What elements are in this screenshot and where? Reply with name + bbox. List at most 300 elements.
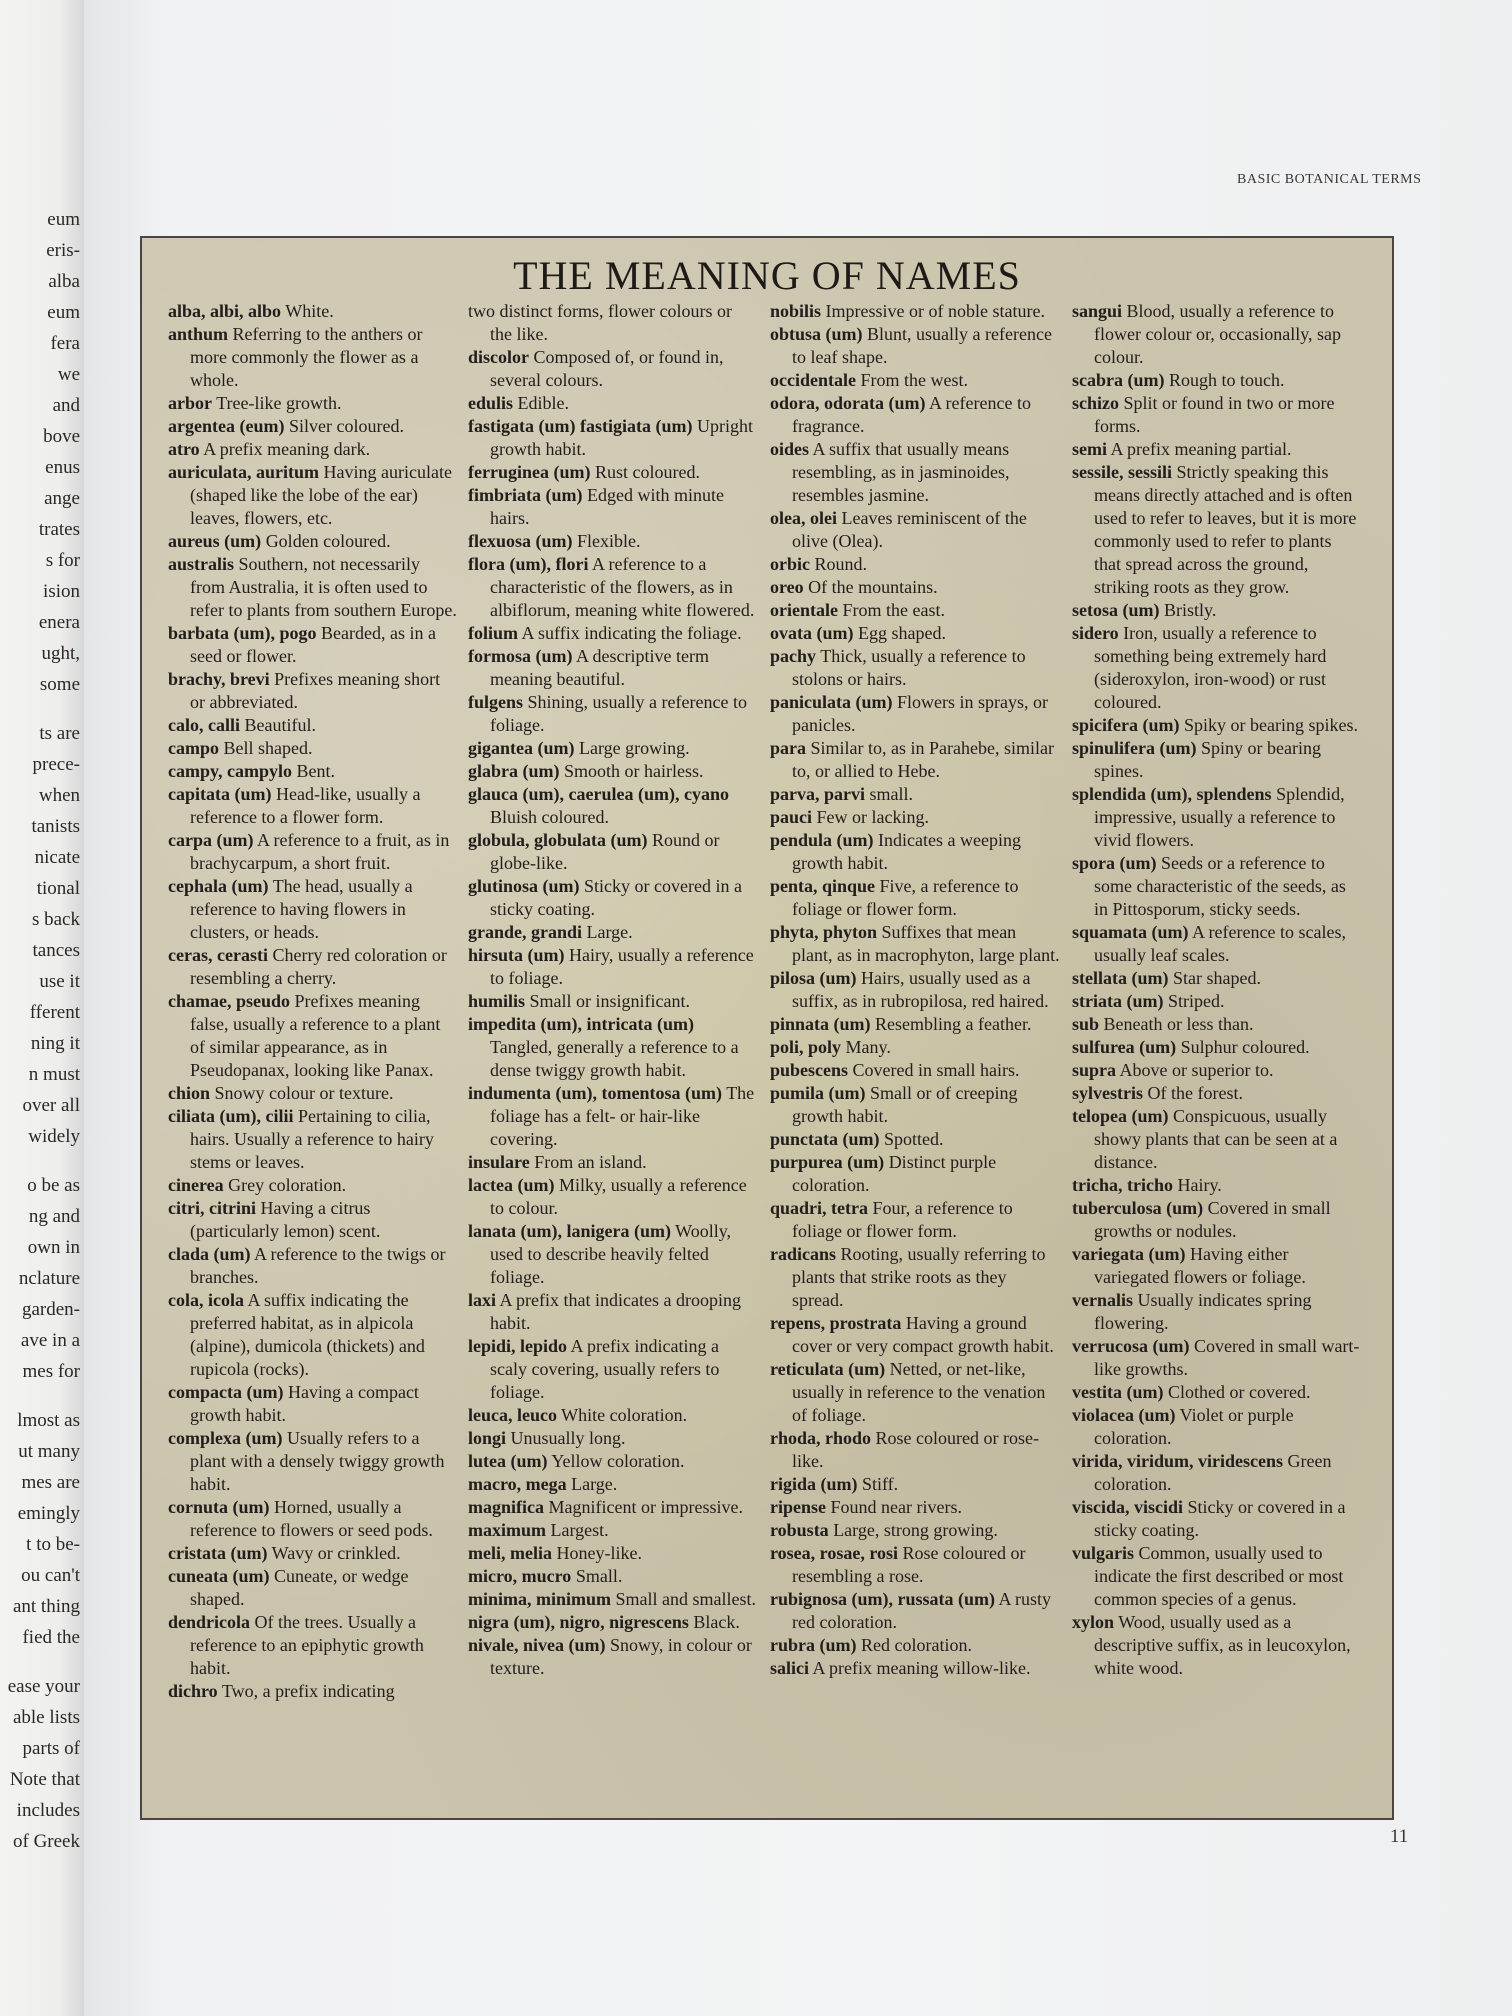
glossary-entry: [168, 714, 458, 737]
glossary-entry: [770, 1519, 1060, 1542]
glossary-entry: [1072, 1450, 1362, 1496]
facing-page-fragment: includes: [16, 1801, 80, 1820]
glossary-entry: [168, 1381, 458, 1427]
glossary-entry: [168, 530, 458, 553]
glossary-definition: Largest.: [550, 1520, 609, 1540]
glossary-definition: Smooth or hairless.: [564, 761, 704, 781]
glossary-term: rhoda, rhodo: [770, 1428, 872, 1448]
glossary-term: striata (um): [1072, 991, 1164, 1011]
glossary-definition: A suffix indicating the preferred habitat, as in alpicola (alpine), dumicola (thickets) and rupicola (rocks).: [190, 1290, 425, 1379]
glossary-entry: [168, 1174, 458, 1197]
glossary-term: ripense: [770, 1497, 826, 1517]
facing-page-fragment: ange: [44, 489, 80, 508]
glossary-entry: [168, 1680, 458, 1703]
glossary-term: poli, poly: [770, 1037, 842, 1057]
glossary-term: pachy: [770, 646, 817, 666]
glossary-definition: Few or lacking.: [816, 807, 929, 827]
glossary-entry: [168, 1082, 458, 1105]
facing-page-fragment: Note that: [9, 1770, 80, 1789]
glossary-definition: Grey coloration.: [228, 1175, 347, 1195]
glossary-term: chion: [168, 1083, 211, 1103]
facing-page-fragment: n must: [28, 1065, 80, 1084]
glossary-definition: A suffix that usually means resembling, as in jasminoides, resembles jasmine.: [792, 439, 1010, 505]
glossary-term: flexuosa (um): [468, 531, 573, 551]
glossary-entry: [770, 1588, 1060, 1634]
glossary-definition: A rusty red coloration.: [792, 1589, 1052, 1632]
glossary-definition: From an island.: [534, 1152, 647, 1172]
glossary-term: sangui: [1072, 301, 1123, 321]
glossary-term: dichro: [168, 1681, 218, 1701]
glossary-term: nobilis: [770, 301, 822, 321]
glossary-entry: [168, 783, 458, 829]
facing-page-fragment: tional: [36, 879, 80, 898]
glossary-entry: [468, 944, 758, 990]
glossary-entry: [168, 300, 458, 323]
glossary-entry: [468, 783, 758, 829]
glossary-term: cinerea: [168, 1175, 224, 1195]
glossary-definition: Having either variegated flowers or foliage.: [1094, 1244, 1306, 1287]
glossary-term: leuca, leuco: [468, 1405, 557, 1425]
facing-page-fragment: eum: [47, 303, 80, 322]
glossary-entry: [468, 875, 758, 921]
facing-page-fragment: ave in a: [20, 1331, 80, 1350]
facing-page-fragment: t to be-: [26, 1535, 80, 1554]
glossary-entry: [1072, 622, 1362, 714]
glossary-term: alba, albi, albo: [168, 301, 282, 321]
glossary-definition: Small or of creeping growth habit.: [792, 1083, 1018, 1126]
glossary-term: telopea (um): [1072, 1106, 1169, 1126]
glossary-term: folium: [468, 623, 519, 643]
glossary-entry: [1072, 1082, 1362, 1105]
glossary-definition: White coloration.: [561, 1405, 688, 1425]
glossary-term: oides: [770, 439, 810, 459]
glossary-term: violacea (um): [1072, 1405, 1176, 1425]
glossary-definition: Usually refers to a plant with a densely twiggy growth habit.: [190, 1428, 445, 1494]
glossary-definition: Large, strong growing.: [833, 1520, 998, 1540]
glossary-definition: Bell shaped.: [223, 738, 313, 758]
glossary-term: odora, odorata (um): [770, 393, 926, 413]
glossary-term: spora (um): [1072, 853, 1157, 873]
glossary-entry: [770, 967, 1060, 1013]
glossary-term: variegata (um): [1072, 1244, 1186, 1264]
glossary-definition: Rose coloured or rose-like.: [792, 1428, 1039, 1471]
facing-page-fragment: ught,: [41, 644, 80, 663]
glossary-definition: Silver coloured.: [288, 416, 404, 436]
glossary-entry: [468, 530, 758, 553]
glossary-entry: [770, 1151, 1060, 1197]
glossary-entry: [770, 1197, 1060, 1243]
glossary-definition: Beneath or less than.: [1103, 1014, 1254, 1034]
glossary-term: nigra (um), nigro, nigrescens: [468, 1612, 689, 1632]
glossary-entry: [468, 921, 758, 944]
glossary-definition: Large.: [571, 1474, 618, 1494]
glossary-entry: [468, 346, 758, 392]
glossary-definition: Two, a prefix indicating: [221, 1681, 395, 1701]
glossary-term: pubescens: [770, 1060, 849, 1080]
page-number: 11: [1390, 1826, 1409, 1847]
glossary-definition: Thick, usually a reference to stolons or hairs.: [792, 646, 1026, 689]
glossary-entry: [1072, 369, 1362, 392]
facing-page-fragment: lmost as: [17, 1411, 80, 1430]
glossary-term: formosa (um): [468, 646, 573, 666]
glossary-entry: [770, 1082, 1060, 1128]
glossary-definition: Prefixes meaning false, usually a reference to a plant of similar appearance, as in Pseudopanax, looking like Panax.: [190, 991, 441, 1080]
glossary-definition: Small or insignificant.: [529, 991, 691, 1011]
glossary-definition: Impressive or of noble stature.: [825, 301, 1045, 321]
facing-page-fragment: nclature: [18, 1269, 80, 1288]
glossary-term: complexa (um): [168, 1428, 283, 1448]
glossary-term: lutea (um): [468, 1451, 548, 1471]
glossary-definition: A prefix that indicates a drooping habit.: [490, 1290, 741, 1333]
glossary-entry: [1072, 392, 1362, 438]
glossary-term: lactea (um): [468, 1175, 555, 1195]
facing-page-fragment: enera: [38, 613, 80, 632]
facing-page-fragment: fera: [50, 334, 80, 353]
glossary-entry: [1072, 1381, 1362, 1404]
glossary-term: stellata (um): [1072, 968, 1169, 988]
glossary-term: setosa (um): [1072, 600, 1160, 620]
glossary-definition: The foliage has a felt- or hair-like covering.: [490, 1083, 755, 1149]
facing-page-fragment: use it: [39, 972, 80, 991]
glossary-entry: [770, 737, 1060, 783]
glossary-term: splendida (um), splendens: [1072, 784, 1272, 804]
glossary-term: globula, globulata (um): [468, 830, 648, 850]
glossary-definition: Usually indicates spring flowering.: [1094, 1290, 1312, 1333]
glossary-definition: Covered in small wart-like growths.: [1094, 1336, 1360, 1379]
glossary-entry: [168, 1496, 458, 1542]
glossary-entry: [168, 990, 458, 1082]
glossary-entry: [770, 576, 1060, 599]
glossary-entry: [770, 392, 1060, 438]
glossary-definition: Sulphur coloured.: [1180, 1037, 1310, 1057]
glossary-entry: [770, 1013, 1060, 1036]
facing-page-fragment: tanists: [31, 817, 80, 836]
glossary-entry: [168, 1289, 458, 1381]
glossary-definition: Small and smallest.: [615, 1589, 756, 1609]
glossary-term: compacta (um): [168, 1382, 284, 1402]
glossary-definition: Rooting, usually referring to plants that strike roots as they spread.: [792, 1244, 1046, 1310]
glossary-definition: Distinct purple coloration.: [792, 1152, 997, 1195]
glossary-term: campy, campylo: [168, 761, 292, 781]
glossary-entry: [168, 461, 458, 530]
glossary-entry: [468, 645, 758, 691]
facing-page-fragment: ut many: [18, 1442, 80, 1461]
glossary-definition: Conspicuous, usually showy plants that can be seen at a distance.: [1094, 1106, 1338, 1172]
glossary-definition: A prefix meaning partial.: [1110, 439, 1292, 459]
glossary-term: fulgens: [468, 692, 524, 712]
glossary-entry: [168, 1542, 458, 1565]
glossary-entry: [1072, 737, 1362, 783]
glossary-definition: Snowy colour or texture.: [214, 1083, 394, 1103]
glossary-term: occidentale: [770, 370, 856, 390]
facing-page-fragment: tances: [32, 941, 80, 960]
facing-page-fragment: able lists: [12, 1708, 80, 1727]
facing-page-edge: [0, 0, 84, 2016]
glossary-term: obtusa (um): [770, 324, 863, 344]
glossary-term: pinnata (um): [770, 1014, 871, 1034]
glossary-term: pauci: [770, 807, 813, 827]
glossary-entry: [770, 1312, 1060, 1358]
facing-page-fragment: fied the: [22, 1628, 80, 1647]
glossary-entry: [168, 1105, 458, 1174]
glossary-term: virida, viridum, viridescens: [1072, 1451, 1283, 1471]
glossary-entry: [1072, 438, 1362, 461]
facing-page-fragment: eris-: [46, 241, 80, 260]
glossary-term: sessile, sessili: [1072, 462, 1173, 482]
glossary-definition: Five, a reference to foliage or flower form.: [792, 876, 1019, 919]
glossary-entry: [1072, 921, 1362, 967]
glossary-entry: [1072, 1013, 1362, 1036]
glossary-definition: Similar to, as in Parahebe, similar to, or allied to Hebe.: [792, 738, 1054, 781]
glossary-term: orientale: [770, 600, 838, 620]
glossary-definition: Flowers in sprays, or panicles.: [792, 692, 1049, 735]
glossary-entry: [770, 553, 1060, 576]
glossary-term: radicans: [770, 1244, 837, 1264]
glossary-definition: Bent.: [296, 761, 335, 781]
glossary-definition: Beautiful.: [244, 715, 316, 735]
glossary-term: citri, citrini: [168, 1198, 256, 1218]
glossary-term: cristata (um): [168, 1543, 268, 1563]
facing-page-fragment: enus: [45, 458, 80, 477]
glossary-entry: [468, 1473, 758, 1496]
glossary-definition: Rough to touch.: [1169, 370, 1285, 390]
glossary-term: para: [770, 738, 806, 758]
glossary-definition: Red coloration.: [861, 1635, 972, 1655]
glossary-term: campo: [168, 738, 219, 758]
glossary-term: australis: [168, 554, 235, 574]
glossary-term: semi: [1072, 439, 1107, 459]
glossary-entry: [468, 737, 758, 760]
glossary-term: insulare: [468, 1152, 530, 1172]
glossary-entry: [1072, 1496, 1362, 1542]
glossary-term: spicifera (um): [1072, 715, 1180, 735]
glossary-term: auriculata, auritum: [168, 462, 319, 482]
facing-page-fragment: own in: [27, 1238, 80, 1257]
glossary-term: repens, prostrata: [770, 1313, 902, 1333]
glossary-definition: A prefix meaning dark.: [203, 439, 371, 459]
facing-page-fragment: eum: [47, 210, 80, 229]
glossary-entry: [770, 921, 1060, 967]
glossary-term: paniculata (um): [770, 692, 893, 712]
facing-page-fragment: ision: [43, 582, 80, 601]
glossary-term: punctata (um): [770, 1129, 880, 1149]
glossary-term: cuneata (um): [168, 1566, 270, 1586]
glossary-entry: [468, 622, 758, 645]
glossary-definition: Stiff.: [862, 1474, 899, 1494]
glossary-term: ferruginea (um): [468, 462, 591, 482]
glossary-definition: A prefix indicating a scaly covering, usually refers to foliage.: [490, 1336, 720, 1402]
glossary-entry: [770, 806, 1060, 829]
glossary-term: cornuta (um): [168, 1497, 270, 1517]
glossary-definition: Covered in small hairs.: [852, 1060, 1020, 1080]
facing-page-fragment: of Greek: [13, 1832, 80, 1851]
glossary-definition: Horned, usually a reference to flowers or seed pods.: [190, 1497, 433, 1540]
glossary-definition: From the east.: [842, 600, 945, 620]
glossary-definition: Suffixes that mean plant, as in macrophyton, large plant.: [792, 922, 1060, 965]
running-head: BASIC BOTANICAL TERMS: [1237, 172, 1422, 187]
glossary-entry: [468, 691, 758, 737]
glossary-term: lanata (um), lanigera (um): [468, 1221, 671, 1241]
glossary-term: lepidi, lepido: [468, 1336, 568, 1356]
glossary-entry: [168, 1611, 458, 1680]
glossary-term: rubignosa (um), russata (um): [770, 1589, 996, 1609]
glossary-entry: [1072, 1611, 1362, 1680]
glossary-definition: Iron, usually a reference to something being extremely hard (sideroxylon, iron-wood) or rust coloured.: [1094, 623, 1327, 712]
glossary-definition: Southern, not necessarily from Australia, it is often used to refer to plants from southern Europe.: [190, 554, 457, 620]
glossary-entry: [1072, 714, 1362, 737]
glossary-definition: Found near rivers.: [830, 1497, 962, 1517]
glossary-entry: [770, 323, 1060, 369]
glossary-entry: [168, 553, 458, 622]
glossary-definition: Wavy or crinkled.: [271, 1543, 401, 1563]
glossary-term: arbor: [168, 393, 212, 413]
glossary-entry: [770, 507, 1060, 553]
glossary-entry: [770, 599, 1060, 622]
glossary-entry: [468, 1289, 758, 1335]
facing-page-fragment: garden-: [21, 1300, 80, 1319]
glossary-definition: Edible.: [517, 393, 570, 413]
glossary-term: ciliata (um), cilii: [168, 1106, 294, 1126]
glossary-term: humilis: [468, 991, 526, 1011]
glossary-term: hirsuta (um): [468, 945, 565, 965]
glossary-term: vestita (um): [1072, 1382, 1164, 1402]
glossary-entry: [770, 1473, 1060, 1496]
glossary-entry: [468, 1611, 758, 1634]
glossary-definition: Many.: [845, 1037, 891, 1057]
glossary-entry: [770, 1427, 1060, 1473]
facing-page-fragment: ant thing: [12, 1597, 80, 1616]
glossary-term: macro, mega: [468, 1474, 567, 1494]
glossary-definition: Referring to the anthers or more commonly the flower as a whole.: [190, 324, 423, 390]
glossary-term: rubra (um): [770, 1635, 857, 1655]
glossary-term: glauca (um), caerulea (um), cyano: [468, 784, 729, 804]
glossary-definition: Spiny or bearing spines.: [1094, 738, 1321, 781]
glossary-entry: [168, 622, 458, 668]
glossary-entry: [468, 1519, 758, 1542]
glossary-entry: [168, 1427, 458, 1496]
glossary-definition: Hairs, usually used as a suffix, as in rubropilosa, red haired.: [792, 968, 1049, 1011]
glossary-entry: [770, 1128, 1060, 1151]
glossary-entry: [770, 645, 1060, 691]
facing-page-fragment: emingly: [17, 1504, 80, 1523]
glossary-term: ovata (um): [770, 623, 854, 643]
facing-page-fragment: and: [52, 396, 80, 415]
glossary-definition: Violet or purple coloration.: [1094, 1405, 1294, 1448]
glossary-definition: A descriptive term meaning beautiful.: [490, 646, 709, 689]
glossary-definition: Shining, usually a reference to foliage.: [490, 692, 747, 735]
glossary-entry: [770, 300, 1060, 323]
glossary-term: chamae, pseudo: [168, 991, 291, 1011]
glossary-term: indumenta (um), tomentosa (um): [468, 1083, 722, 1103]
glossary-definition: Rose coloured or resembling a rose.: [792, 1543, 1026, 1586]
glossary-definition: A suffix indicating the foliage.: [521, 623, 742, 643]
glossary-term: viscida, viscidi: [1072, 1497, 1184, 1517]
glossary-definition: Leaves reminiscent of the olive (Olea).: [792, 508, 1027, 551]
glossary-term: magnifica: [468, 1497, 544, 1517]
glossary-entry: [168, 668, 458, 714]
glossary-definition: Green coloration.: [1094, 1451, 1332, 1494]
glossary-entry: [770, 438, 1060, 507]
glossary-term: ceras, cerasti: [168, 945, 268, 965]
glossary-definition: Sticky or covered in a sticky coating.: [490, 876, 742, 919]
glossary-term: sulfurea (um): [1072, 1037, 1177, 1057]
glossary-term: gigantea (um): [468, 738, 575, 758]
glossary-entry: [1072, 967, 1362, 990]
glossary-definition: Having auriculate (shaped like the lobe of the ear) leaves, flowers, etc.: [190, 462, 452, 528]
glossary-entry: [1072, 1105, 1362, 1174]
glossary-term: fastigata (um) fastigiata (um): [468, 416, 693, 436]
glossary-term: glutinosa (um): [468, 876, 580, 896]
glossary-definition: Cuneate, or wedge shaped.: [190, 1566, 409, 1609]
glossary-term: anthum: [168, 324, 229, 344]
glossary-definition: Yellow coloration.: [551, 1451, 685, 1471]
glossary-entry: [770, 1657, 1060, 1680]
glossary-definition: Hairy.: [1177, 1175, 1222, 1195]
glossary-term: sidero: [1072, 623, 1119, 643]
glossary-term: rosea, rosae, rosi: [770, 1543, 898, 1563]
facing-page-fragment: o be as: [27, 1176, 80, 1195]
glossary-definition: Of the mountains.: [808, 577, 938, 597]
glossary-entry: [468, 461, 758, 484]
glossary-definition: Tangled, generally a reference to a dense twiggy growth habit.: [490, 1037, 739, 1080]
glossary-column-3: [770, 300, 1060, 1680]
glossary-entry: [468, 1450, 758, 1473]
glossary-definition: Having a citrus (particularly lemon) scent.: [190, 1198, 381, 1241]
glossary-entry: [168, 829, 458, 875]
panel-title: THE MEANING OF NAMES: [513, 253, 1021, 298]
glossary-term: flora (um), flori: [468, 554, 589, 574]
glossary-definition: Hairy, usually a reference to foliage.: [490, 945, 754, 988]
glossary-entry: [468, 553, 758, 622]
glossary-term: fimbriata (um): [468, 485, 583, 505]
glossary-definition: Bluish coloured.: [490, 807, 609, 827]
glossary-term: laxi: [468, 1290, 497, 1310]
glossary-entry: [468, 1496, 758, 1519]
glossary-entry: [168, 760, 458, 783]
glossary-term: dendricola: [168, 1612, 251, 1632]
glossary-term: vulgaris: [1072, 1543, 1135, 1563]
glossary-definition: Seeds or a reference to some characteristic of the seeds, as in Pittosporum, sticky seeds.: [1094, 853, 1346, 919]
facing-page-fragment: s for: [45, 551, 80, 570]
glossary-definition: A reference to the twigs or branches.: [190, 1244, 446, 1287]
glossary-entry: [468, 1565, 758, 1588]
glossary-term: grande, grandi: [468, 922, 583, 942]
glossary-entry: [168, 392, 458, 415]
glossary-definition: Black.: [693, 1612, 740, 1632]
facing-page-fragment: parts of: [22, 1739, 80, 1758]
glossary-term: purpurea (um): [770, 1152, 885, 1172]
glossary-entry: [468, 1013, 758, 1082]
glossary-term: carpa (um): [168, 830, 254, 850]
glossary-term: parva, parvi: [770, 784, 866, 804]
glossary-definition: Upright growth habit.: [490, 416, 753, 459]
glossary-term: atro: [168, 439, 200, 459]
glossary-term: tuberculosa (um): [1072, 1198, 1204, 1218]
glossary-definition: Resembling a feather.: [875, 1014, 1032, 1034]
facing-page-fragment: some: [39, 675, 80, 694]
glossary-column-4: [1072, 300, 1362, 1680]
glossary-definition: Small.: [575, 1566, 623, 1586]
glossary-entry: [1072, 1174, 1362, 1197]
glossary-definition: Round.: [814, 554, 868, 574]
glossary-term: oreo: [770, 577, 804, 597]
glossary-entry: [770, 829, 1060, 875]
glossary-entry: [468, 990, 758, 1013]
facing-page-fragment: over all: [22, 1096, 80, 1115]
glossary-term: minima, minimum: [468, 1589, 612, 1609]
facing-page-fragment: ning it: [30, 1034, 80, 1053]
glossary-entry: [770, 783, 1060, 806]
